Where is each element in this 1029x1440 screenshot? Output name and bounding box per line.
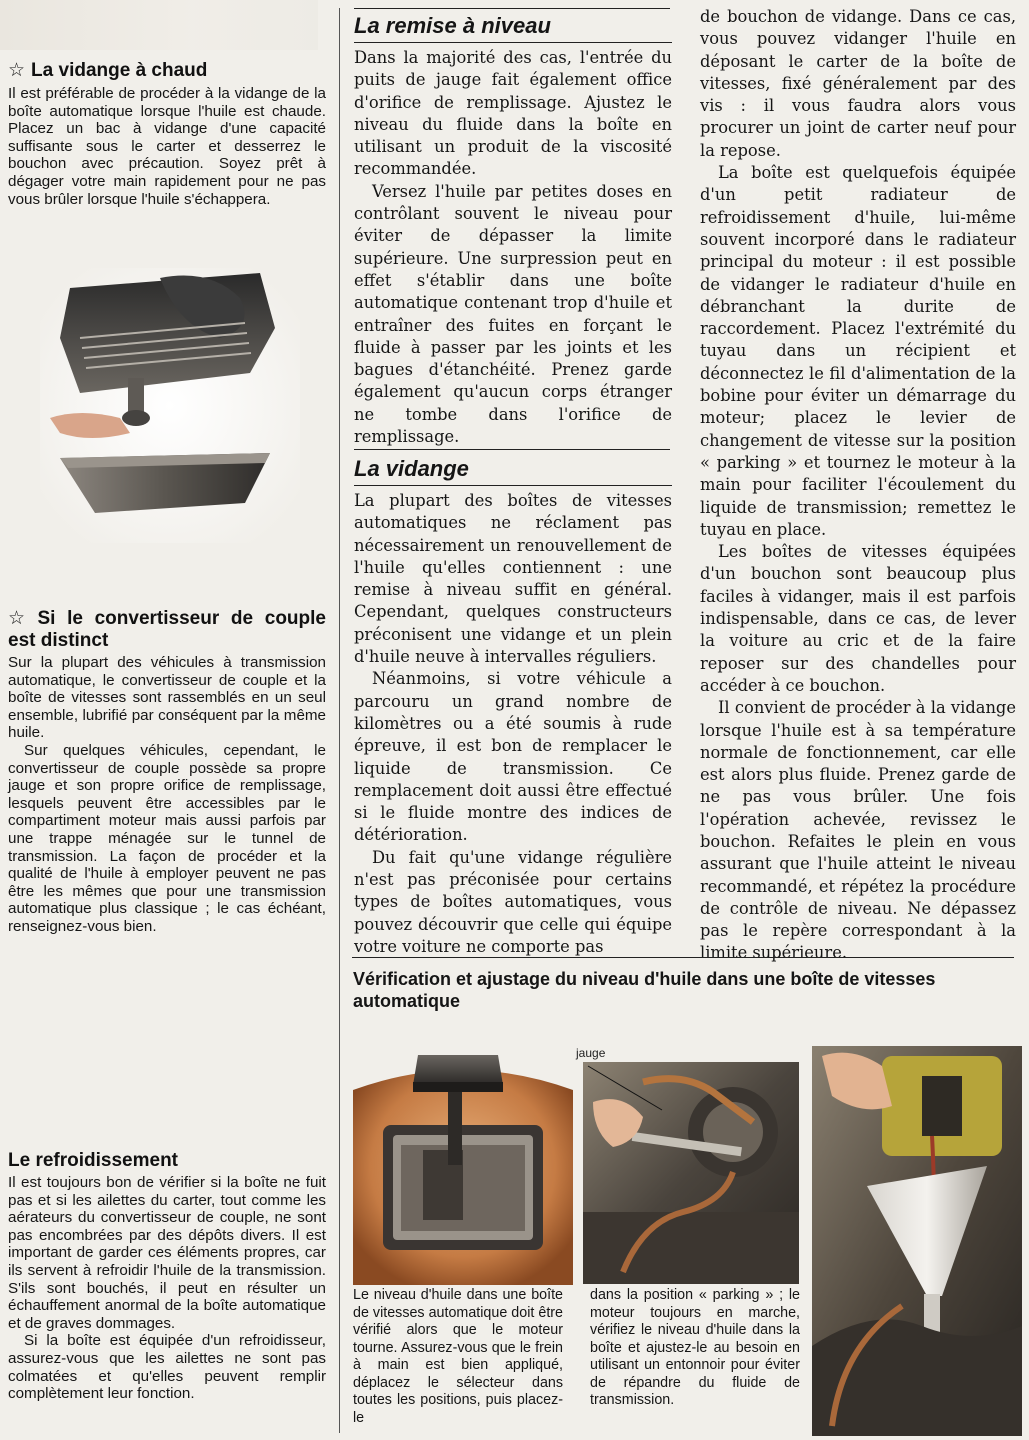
left-column-2 — [8, 608, 326, 936]
left-column-3 — [8, 1150, 326, 1403]
heading-draining: La vidange — [354, 455, 672, 486]
section-text-cooling-2: Si la boîte est équipée d'un refroidisseur, assurez-vous que les ailettes ne sont pas colmatées et qu'elles peuvent remplir complètement leur fonction. — [8, 1332, 326, 1403]
column-divider — [339, 8, 340, 1433]
middle-column-2 — [354, 455, 672, 958]
funnel-drawing — [812, 1046, 1022, 1436]
section-title-cooling: Le refroidissement — [8, 1150, 178, 1171]
dipstick-label: jauge — [576, 1046, 606, 1060]
drain-pan-drawing — [40, 268, 300, 543]
right-text-2: La boîte est quelquefois équipée d'un petit radiateur de refroidissement d'huile, lui-même souvent incorporé dans le radiateur principal du moteur : il est possible de vidanger le radiateur d'huile en débranchant la durite de raccordement. Placez l'extrémité du tuyau dans un récipient et déconnectez le fil d'alimentation de la bobine pour éviter un démarrage du moteur; placez le levier de changement de vitesse sur la position « parking » et tournez le moteur à la main pour faciliter l'écoulement du liquide de transmission; remettez le tuyau en place. — [700, 163, 1016, 539]
mid-rule-middle — [354, 449, 670, 450]
section-text-converter-1: Sur la plupart des véhicules à transmission automatique, le convertisseur de couple et la boîte de vitesses sont rassemblés en un seul ensemble, lubrifié par conséquent par la même huile. — [8, 654, 326, 742]
right-text-4: Il convient de procéder à la vidange lorsque l'huile est à sa température normale de fonctionnement, car elle est alors plus fluide. Prenez garde de ne pas vous brûler. Une fois l'opération achevée, revissez le bouchon. Refaites le plein en vous assurant que l'huile atteint le niveau recommandé, et répétez la procédure de contrôle de niveau. Ne dépassez pas le repère correspondant à la limite supérieure. — [700, 698, 1016, 963]
right-column — [700, 6, 1016, 965]
heading-topping-up: La remise à niveau — [354, 12, 672, 43]
gear-selector-photo — [353, 1030, 573, 1285]
star-icon: ☆ — [8, 608, 32, 629]
section-text-hot-drain: Il est préférable de procéder à la vidange de la boîte automatique lorsque l'huile est chaude. Placez un bac à vidange d'une capacité suffisante sous le carter et desserrez le bouchon avec précaution. Soyez prêt à dégager votre main rapidement pour ne pas vous brûler lorsque l'huile s'échappera. — [8, 85, 326, 208]
funnel-photo — [812, 1046, 1022, 1436]
page-header-ghost — [0, 0, 318, 50]
dipstick-pointer-line — [580, 1058, 670, 1118]
star-icon: ☆ — [8, 60, 26, 81]
right-text-3: Les boîtes de vitesses équipées d'un bouchon sont beaucoup plus faciles à vidanger, mais il est parfois indispensable, dans ce cas, de lever la voiture au cric et de la faire reposer sur des chandelles pour accéder à ce bouchon. — [700, 542, 1016, 695]
topping-up-text-2: Versez l'huile par petites doses en contrôlant souvent le niveau pour éviter de dépasser la limite supérieure. Une surpression peut en effet s'établir dans une boîte automatique contenant trop d'huile et entraîner des fuites en forçant le fluide à passer par les joints et les bagues d'étanchéité. Prenez garde également qu'aucun corps étranger ne tombe dans l'orifice de remplissage. — [354, 181, 672, 447]
section-text-converter-2: Sur quelques véhicules, cependant, le convertisseur de couple possède sa propre jauge et son propre orifice de remplissage, lesquels peuvent être accessibles par le compartiment moteur mais aussi parfois par une trappe ménagée sur le tunnel de transmission. La façon de procéder et la qualité de l'huile à employer peuvent ne pas être les mêmes que pour une transmission automatique plus classique ; le cas échéant, renseignez-vous bien. — [8, 741, 326, 935]
draining-text-2: Néanmoins, si votre véhicule a parcouru un grand nombre de kilomètres ou a été soumis à rude épreuve, il est bon de remplacer le liquide de transmission. Ce remplacement doit aussi être effectué si le fluide montre des indices de détérioration. — [354, 669, 672, 845]
figure-caption-2: dans la position « parking » ; le moteur toujours en marche, vérifiez le niveau d'huile dans la boîte et ajustez-le au besoin en utilisant un entonnoir pour éviter de répandre du fluide de transmission. — [590, 1287, 800, 1408]
gear-selector-drawing — [353, 1030, 573, 1285]
left-column — [8, 60, 326, 208]
top-rule-middle — [354, 8, 670, 9]
figure-caption-1: Le niveau d'huile dans une boîte de vitesses automatique doit être vérifié alors que le moteur tourne. Assurez-vous que le frein à main est bien appliqué, déplacez le sélecteur dans toutes les positions, puis placez-le — [353, 1287, 563, 1426]
section-text-cooling-1: Il est toujours bon de vérifier si la boîte ne fuit pas et si les ailettes du carter, tout comme les aérateurs du convertisseur de couple, ne sont pas encombrées par des dépôts divers. Il est important de garder ces éléments propres, car ils servent à refroidir l'huile de la transmission. S'ils sont bouchés, il peut en résulter un échauffement anormal de la boîte automatique et de graves dommages. — [8, 1174, 326, 1332]
topping-up-text-1: Dans la majorité des cas, l'entrée du puits de jauge fait également office d'orifice de remplissage. Ajustez le niveau du fluide dans la boîte en utilisant un produit de la viscosité recommandée. — [354, 48, 672, 179]
draining-text-3: Du fait qu'une vidange régulière n'est pas préconisée pour certains types de boîtes automatiques, vous pouvez découvrir que celle qui équipe votre voiture ne comporte pas — [354, 847, 672, 956]
figure-title: Vérification et ajustage du niveau d'huile dans une boîte de vitesses automatique — [353, 969, 936, 1011]
draining-text-1: La plupart des boîtes de vitesses automatiques ne réclament pas nécessairement un renouvellement de l'huile qu'elles contiennent : une remise à niveau suffit en général. Cependant, quelques constructeurs préconisent une vidange et un plein d'huile neuve à intervalles réguliers. — [354, 491, 672, 667]
section-title-converter: ☆ Si le convertisseur de couple est distinct — [8, 608, 326, 651]
middle-column — [354, 12, 672, 448]
section-title-hot-drain: ☆ La vidange à chaud — [8, 60, 208, 81]
right-text-1: de bouchon de vidange. Dans ce cas, vous pouvez vidanger l'huile en déposant le carter de la boîte de vitesses, fixé généralement par des vis : il vous faudra alors vous procurer un joint de carter neuf pour la repose. — [700, 7, 1016, 160]
drain-pan-illustration — [40, 268, 300, 543]
figure-rule — [352, 957, 1014, 958]
